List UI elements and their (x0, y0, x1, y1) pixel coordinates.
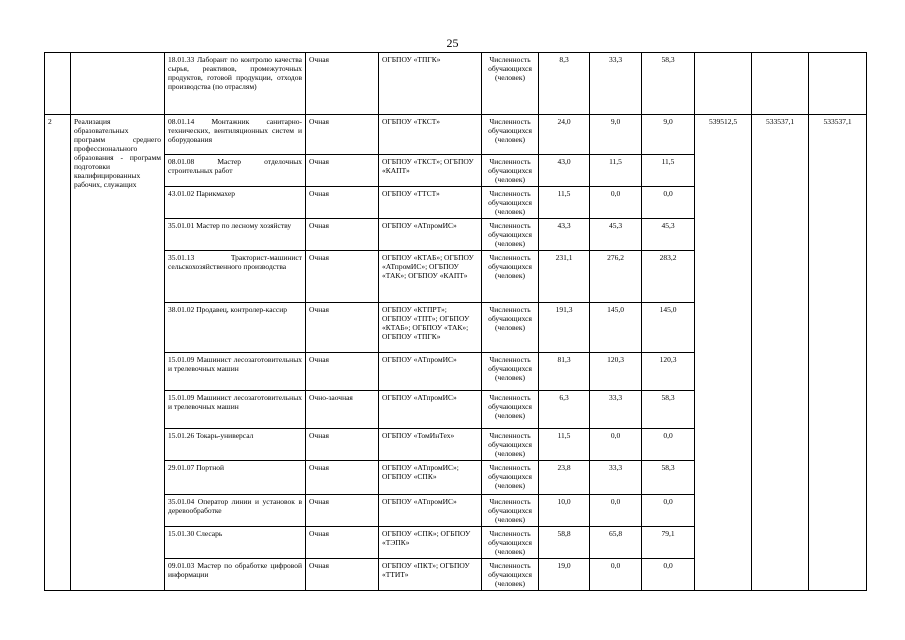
table-row (45, 115, 867, 155)
program-cell: 09.01.03 Мастер по обработке цифровой информации (165, 559, 306, 591)
value-cell: 0,0 (642, 429, 695, 461)
unit-cell: Численность обучающихся (человек) (482, 495, 539, 527)
total-cell: 539512,5 (695, 115, 752, 591)
form-cell: Очная (306, 53, 379, 115)
value-cell: 33,3 (590, 461, 642, 495)
total-cell: 533537,1 (752, 115, 809, 591)
value-cell: 145,0 (642, 303, 695, 353)
row-number-cell: 2 (45, 115, 71, 591)
value-cell: 43,3 (539, 219, 590, 251)
value-cell: 58,3 (642, 461, 695, 495)
services-table (44, 52, 867, 591)
institution-cell: ОГБПОУ «АТпромИС» (379, 219, 482, 251)
value-cell: 24,0 (539, 115, 590, 155)
value-cell: 58,8 (539, 527, 590, 559)
cell-total-empty (752, 53, 809, 115)
value-cell: 58,3 (642, 391, 695, 429)
form-cell: Очная (306, 429, 379, 461)
institution-cell: ОГБПОУ «ТКСТ» (379, 115, 482, 155)
value-cell: 11,5 (539, 429, 590, 461)
unit-cell: Численность обучающихся (человек) (482, 559, 539, 591)
form-cell: Очно-заочная (306, 391, 379, 429)
value-cell: 43,0 (539, 155, 590, 187)
form-cell: Очная (306, 353, 379, 391)
value-cell: 9,0 (590, 115, 642, 155)
cell-total-empty (695, 53, 752, 115)
value-cell: 191,3 (539, 303, 590, 353)
program-cell: 15.01.09 Машинист лесозаготовительных и трелевочных машин (165, 391, 306, 429)
program-cell: 18.01.33 Лаборант по контролю качества сырья, реактивов, промежуточных продуктов, готовой продукции, отходов производства (по отраслям) (165, 53, 306, 115)
unit-cell: Численность обучающихся (человек) (482, 155, 539, 187)
value-cell: 23,8 (539, 461, 590, 495)
institution-cell: ОГБПОУ «ТТСТ» (379, 187, 482, 219)
cell-total-empty (809, 53, 867, 115)
program-cell: 15.01.09 Машинист лесозаготовительных и трелевочных машин (165, 353, 306, 391)
cell-number-empty (45, 53, 71, 115)
value-cell: 120,3 (642, 353, 695, 391)
value-cell: 45,3 (590, 219, 642, 251)
value-cell: 33,3 (590, 391, 642, 429)
value-cell: 58,3 (642, 53, 695, 115)
value-cell: 0,0 (642, 187, 695, 219)
institution-cell: ОГБПОУ «АТпромИС»; ОГБПОУ «СПК» (379, 461, 482, 495)
unit-cell: Численность обучающихся (человек) (482, 303, 539, 353)
program-cell: 15.01.26 Токарь-универсал (165, 429, 306, 461)
value-cell: 276,2 (590, 251, 642, 303)
value-cell: 65,8 (590, 527, 642, 559)
value-cell: 11,5 (539, 187, 590, 219)
institution-cell: ОГБПОУ «КТПРТ»; ОГБПОУ «ТПТ»; ОГБПОУ «КТАБ»; ОГБПОУ «ТАК»; ОГБПОУ «ТПГК» (379, 303, 482, 353)
form-cell: Очная (306, 251, 379, 303)
form-cell: Очная (306, 461, 379, 495)
program-cell: 38.01.02 Продавец, контролер-кассир (165, 303, 306, 353)
value-cell: 0,0 (590, 495, 642, 527)
institution-cell: ОГБПОУ «ТПГК» (379, 53, 482, 115)
form-cell: Очная (306, 187, 379, 219)
value-cell: 11,5 (642, 155, 695, 187)
value-cell: 10,0 (539, 495, 590, 527)
unit-cell: Численность обучающихся (человек) (482, 391, 539, 429)
unit-cell: Численность обучающихся (человек) (482, 251, 539, 303)
institution-cell: ОГБПОУ «КТАБ»; ОГБПОУ «АТпромИС»; ОГБПОУ «ТАК»; ОГБПОУ «КАПТ» (379, 251, 482, 303)
unit-cell: Численность обучающихся (человек) (482, 527, 539, 559)
program-cell: 43.01.02 Парикмахер (165, 187, 306, 219)
unit-cell: Численность обучающихся (человек) (482, 353, 539, 391)
form-cell: Очная (306, 495, 379, 527)
unit-cell: Численность обучающихся (человек) (482, 429, 539, 461)
institution-cell: ОГБПОУ «АТпромИС» (379, 391, 482, 429)
value-cell: 9,0 (642, 115, 695, 155)
program-cell: 35.01.13 Тракторист-машинист сельскохозяйственного производства (165, 251, 306, 303)
program-cell: 15.01.30 Слесарь (165, 527, 306, 559)
value-cell: 283,2 (642, 251, 695, 303)
institution-cell: ОГБПОУ «СПК»; ОГБПОУ «ТЭПК» (379, 527, 482, 559)
institution-cell: ОГБПОУ «АТпромИС» (379, 353, 482, 391)
total-cell: 533537,1 (809, 115, 867, 591)
value-cell: 145,0 (590, 303, 642, 353)
value-cell: 6,3 (539, 391, 590, 429)
institution-cell: ОГБПОУ «ТомИнТех» (379, 429, 482, 461)
value-cell: 79,1 (642, 527, 695, 559)
unit-cell: Численность обучающихся (человек) (482, 53, 539, 115)
service-name-cell: Реализация образовательных программ среднего профессионального образования - программ подготовки квалифицированных рабочих, служащих (71, 115, 165, 591)
value-cell: 81,3 (539, 353, 590, 391)
form-cell: Очная (306, 527, 379, 559)
institution-cell: ОГБПОУ «ТКСТ»; ОГБПОУ «КАПТ» (379, 155, 482, 187)
form-cell: Очная (306, 303, 379, 353)
institution-cell: ОГБПОУ «ПКТ»; ОГБПОУ «ТТИТ» (379, 559, 482, 591)
value-cell: 0,0 (642, 559, 695, 591)
program-cell: 08.01.14 Монтажник санитарно-технических, вентиляционных систем и оборудования (165, 115, 306, 155)
unit-cell: Численность обучающихся (человек) (482, 115, 539, 155)
unit-cell: Численность обучающихся (человек) (482, 187, 539, 219)
form-cell: Очная (306, 155, 379, 187)
program-cell: 35.01.01 Мастер по лесному хозяйству (165, 219, 306, 251)
unit-cell: Численность обучающихся (человек) (482, 219, 539, 251)
value-cell: 0,0 (642, 495, 695, 527)
value-cell: 45,3 (642, 219, 695, 251)
program-cell: 29.01.07 Портной (165, 461, 306, 495)
form-cell: Очная (306, 219, 379, 251)
cell-service-empty (71, 53, 165, 115)
form-cell: Очная (306, 115, 379, 155)
value-cell: 19,0 (539, 559, 590, 591)
value-cell: 8,3 (539, 53, 590, 115)
value-cell: 0,0 (590, 429, 642, 461)
unit-cell: Численность обучающихся (человек) (482, 461, 539, 495)
page-number: 25 (446, 36, 459, 50)
value-cell: 231,1 (539, 251, 590, 303)
value-cell: 0,0 (590, 187, 642, 219)
program-cell: 08.01.08 Мастер отделочных строительных работ (165, 155, 306, 187)
form-cell: Очная (306, 559, 379, 591)
value-cell: 120,3 (590, 353, 642, 391)
institution-cell: ОГБПОУ «АТпромИС» (379, 495, 482, 527)
value-cell: 11,5 (590, 155, 642, 187)
value-cell: 33,3 (590, 53, 642, 115)
value-cell: 0,0 (590, 559, 642, 591)
table-row (45, 53, 867, 115)
program-cell: 35.01.04 Оператор линии и установок в деревообработке (165, 495, 306, 527)
